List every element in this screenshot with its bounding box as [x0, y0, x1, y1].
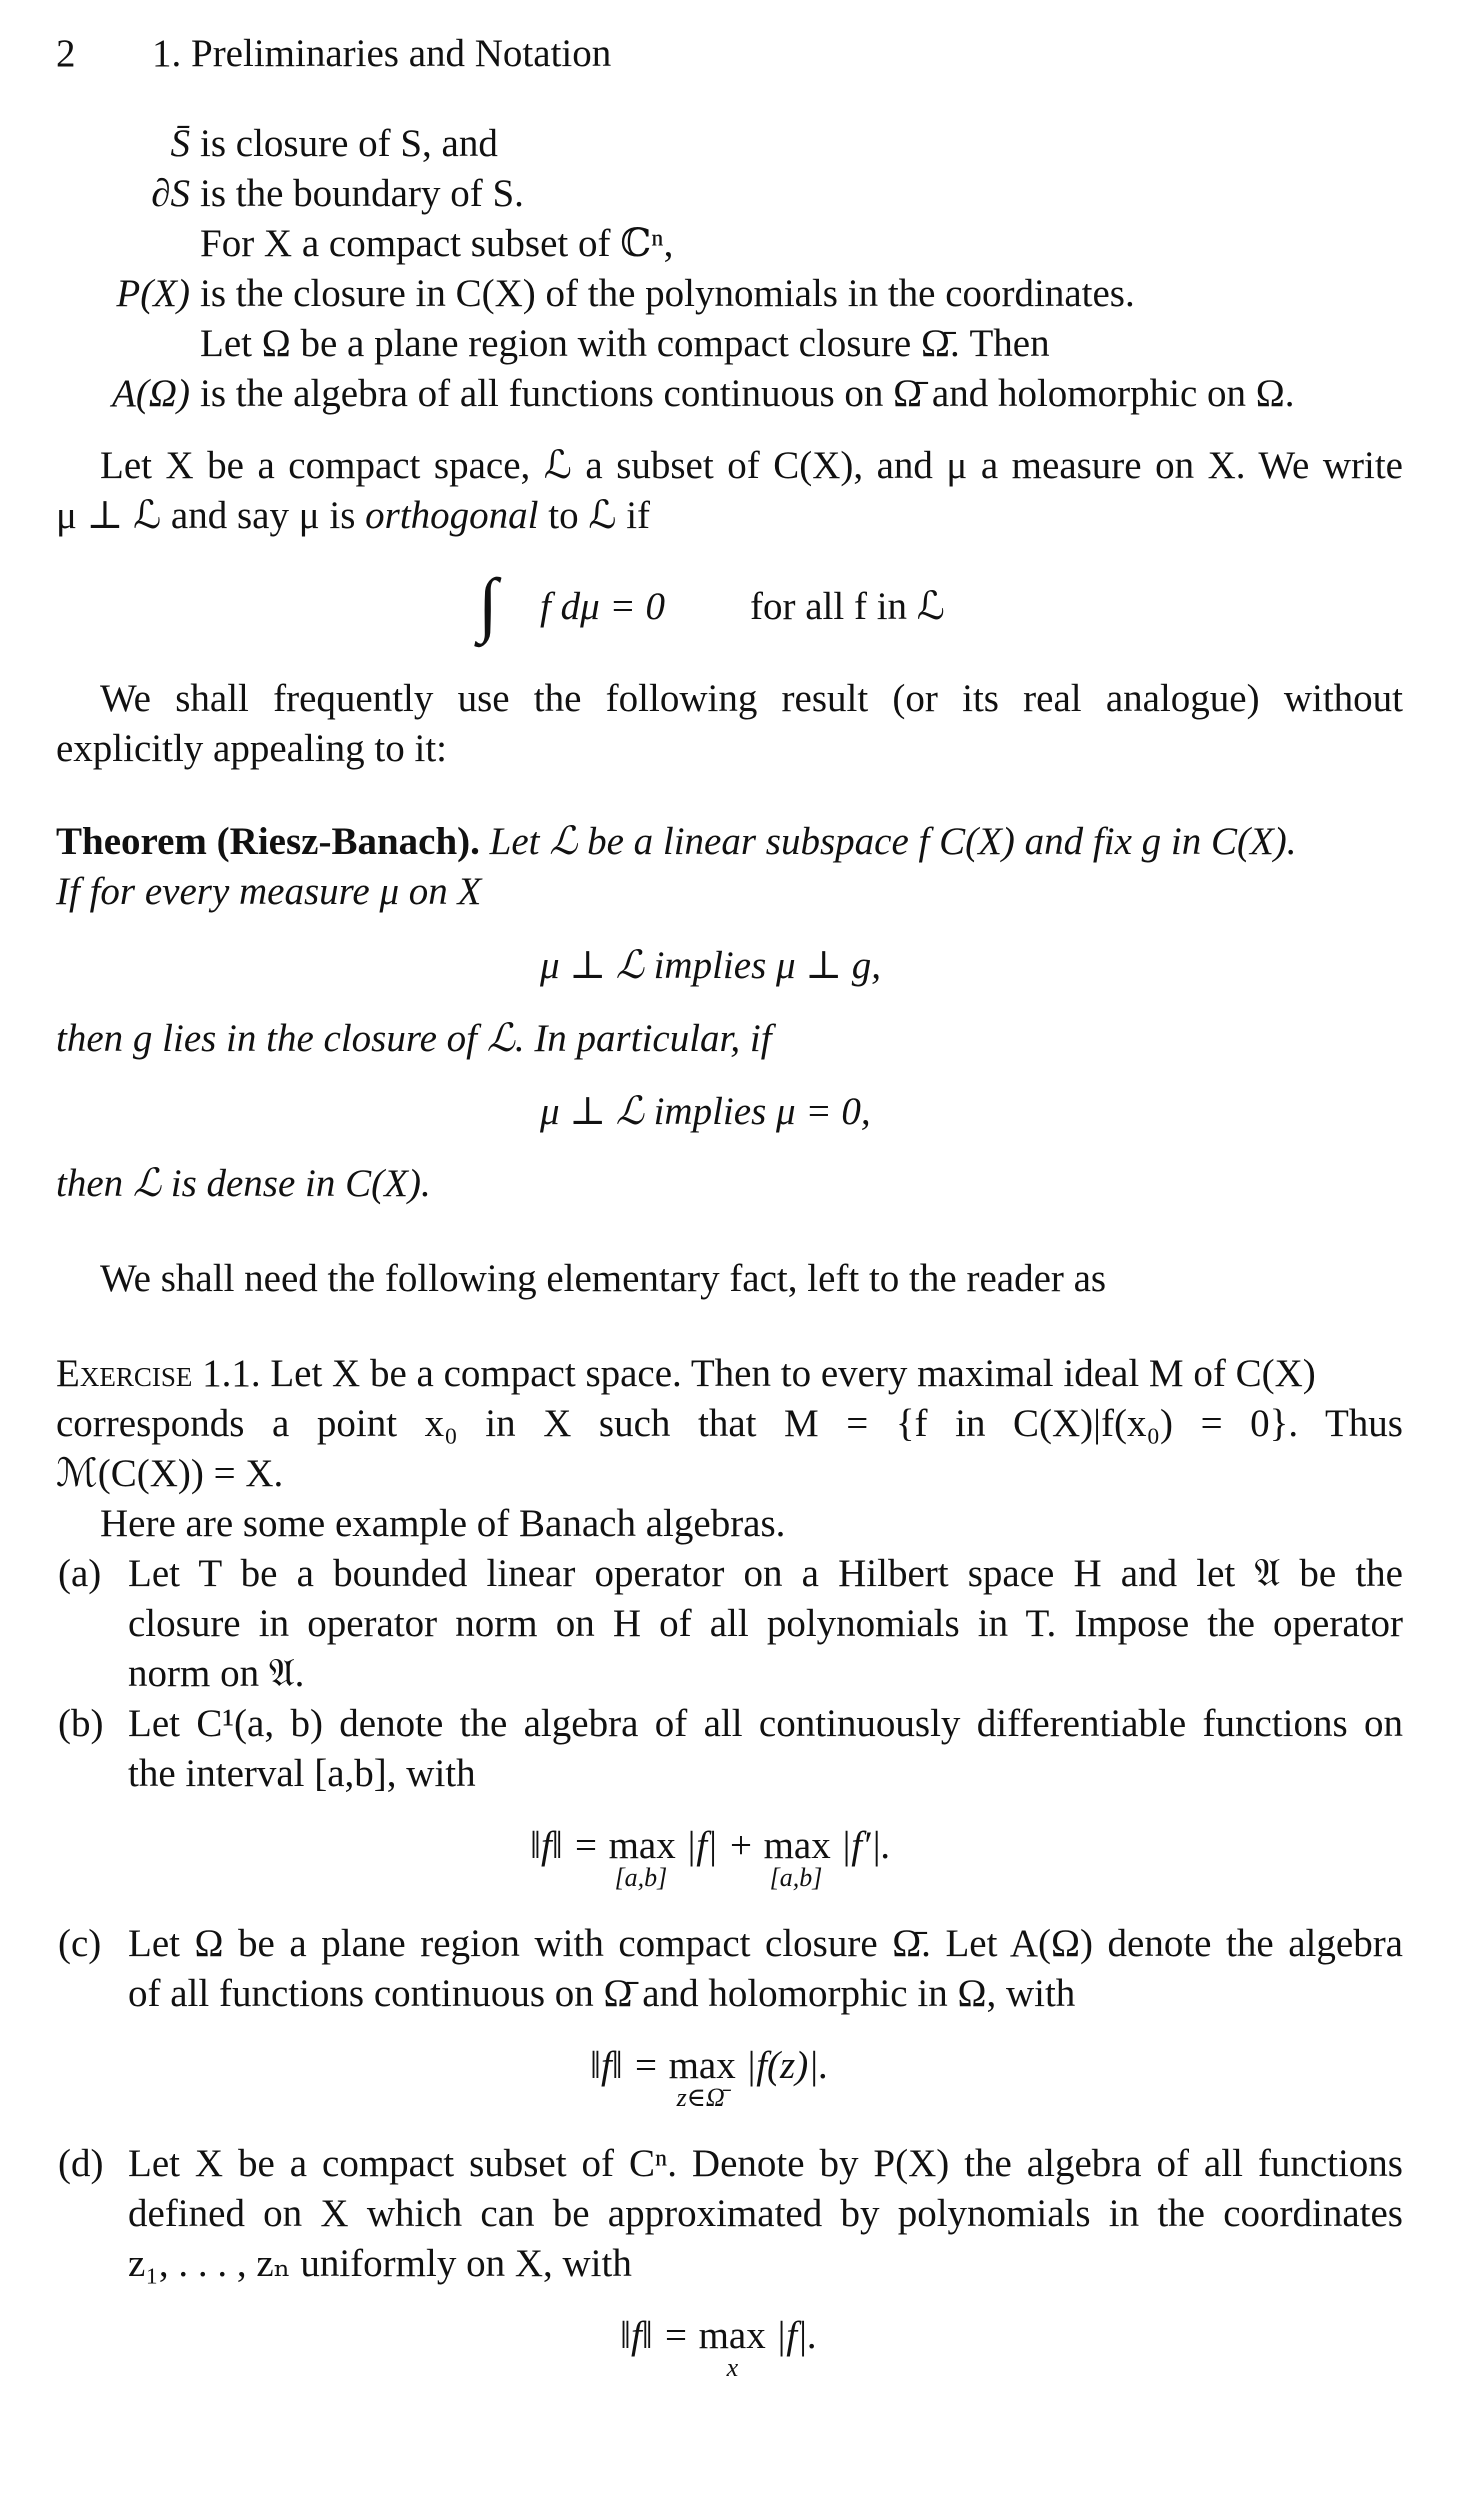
page-number: 2 — [56, 32, 76, 75]
integral-sign: ∫ — [478, 564, 498, 644]
example-label: (a) — [58, 1552, 102, 1595]
example-line: z₁, . . . , zₙ uniformly on X, with — [128, 2242, 632, 2285]
theorem-line: then g lies in the closure of ℒ. In particular, if — [56, 1017, 772, 1060]
max-subscript: [a,b] — [769, 1863, 823, 1892]
notation-symbol: A(Ω) — [112, 372, 190, 415]
exercise-line: corresponds a point x₀ in X such that M = {f in C(X)|f(x₀) = 0}. Thus — [56, 1402, 1403, 1445]
eq-end: |f′|. — [830, 1824, 892, 1867]
eq-end: |f|. — [765, 2314, 818, 2357]
paragraph-line: We shall frequently use the following result (or its real analogue) without — [100, 677, 1403, 720]
paragraph-line: Here are some example of Banach algebras. — [100, 1502, 786, 1545]
text-run: to ℒ if — [538, 494, 651, 537]
notation-text: is the algebra of all functions continuous on Ω̄ and holomorphic on Ω. — [200, 372, 1295, 415]
notation-symbol: S̄ — [170, 122, 190, 165]
max-subscript: [a,b] — [614, 1863, 668, 1892]
running-title: 1. Preliminaries and Notation — [152, 32, 612, 75]
text-run: μ ⊥ ℒ and say μ is — [56, 494, 366, 537]
norm-equation — [530, 1822, 892, 1892]
exercise-label: Exercise 1.1. — [56, 1352, 261, 1395]
example-line: closure in operator norm on H of all polynomials in T. Impose the operator — [128, 1602, 1403, 1645]
example-line: norm on 𝔄. — [128, 1652, 305, 1695]
notation-text: Let Ω be a plane region with compact closure Ω̄. Then — [200, 322, 1050, 365]
notation-symbol: ∂S — [151, 172, 190, 215]
example-line: Let T be a bounded linear operator on a Hilbert space H and let 𝔄 be the — [128, 1552, 1403, 1595]
example-line: of all functions continuous on Ω̄ and holomorphic in Ω, with — [128, 1972, 1076, 2015]
paragraph-line — [56, 492, 650, 541]
example-label: (c) — [58, 1922, 102, 1965]
theorem-line — [56, 818, 1297, 867]
theorem-label: Theorem (Riesz-Banach). — [56, 820, 480, 863]
exercise-line — [56, 1350, 1316, 1399]
notation-text: For X a compact subset of ℂⁿ, — [200, 222, 674, 265]
notation-text: is the boundary of S. — [200, 172, 524, 215]
notation-text: is closure of S, and — [200, 122, 498, 165]
theorem-line: If for every measure μ on X — [56, 870, 482, 913]
eq-end: |f(z)|. — [735, 2044, 829, 2087]
example-line: Let C¹(a, b) denote the algebra of all continuously differentiable functions on — [128, 1702, 1403, 1745]
eq-lhs: ‖f‖ = — [620, 2314, 699, 2357]
eq-lhs: ‖f‖ = — [530, 1824, 609, 1867]
notation-symbol: P(X) — [116, 272, 190, 315]
exercise-line: ℳ(C(X)) = X. — [56, 1452, 284, 1495]
text-run: Let ℒ be a linear subspace f C(X) and fix g in C(X). — [479, 820, 1297, 863]
norm-equation — [590, 2042, 829, 2112]
norm-equation — [620, 2312, 818, 2382]
max-subscript: z∈Ω̄ — [676, 2083, 725, 2112]
example-label: (d) — [58, 2142, 104, 2185]
theorem-equation: μ ⊥ ℒ implies μ ⊥ g, — [540, 944, 882, 987]
example-line: the interval [a,b], with — [128, 1752, 476, 1795]
theorem-equation: μ ⊥ ℒ implies μ = 0, — [540, 1090, 871, 1133]
paragraph-line: We shall need the following elementary fact, left to the reader as — [100, 1257, 1107, 1300]
example-line: Let X be a compact subset of Cⁿ. Denote by P(X) the algebra of all functions — [128, 2142, 1403, 2185]
paragraph-line: explicitly appealing to it: — [56, 727, 447, 770]
max-operator — [608, 1822, 676, 1892]
equation-condition: for all f in ℒ — [750, 585, 945, 628]
paragraph-line: Let X be a compact space, ℒ a subset of C(X), and μ a measure on X. We write — [100, 444, 1403, 487]
example-line: Let Ω be a plane region with compact closure Ω̄. Let A(Ω) denote the algebra — [128, 1922, 1403, 1965]
max-operator — [763, 1822, 831, 1892]
max-subscript: x — [726, 2353, 739, 2382]
notation-text: is the closure in C(X) of the polynomials in the coordinates. — [200, 272, 1135, 315]
max-operator — [668, 2042, 736, 2112]
max-operator — [698, 2312, 766, 2382]
eq-lhs: ‖f‖ = — [590, 2044, 669, 2087]
max-text: max — [668, 2044, 736, 2087]
example-label: (b) — [58, 1702, 104, 1745]
text-run: Let X be a compact space. Then to every maximal ideal M of C(X) — [260, 1352, 1316, 1395]
max-text: max — [763, 1824, 831, 1867]
equation-body: f dμ = 0 — [540, 585, 665, 628]
eq-mid: |f| + — [675, 1824, 764, 1867]
emphasis-orthogonal: orthogonal — [365, 494, 539, 537]
example-line: defined on X which can be approximated by polynomials in the coordinates — [128, 2192, 1403, 2235]
max-text: max — [698, 2314, 766, 2357]
theorem-line: then ℒ is dense in C(X). — [56, 1162, 431, 1205]
max-text: max — [608, 1824, 676, 1867]
